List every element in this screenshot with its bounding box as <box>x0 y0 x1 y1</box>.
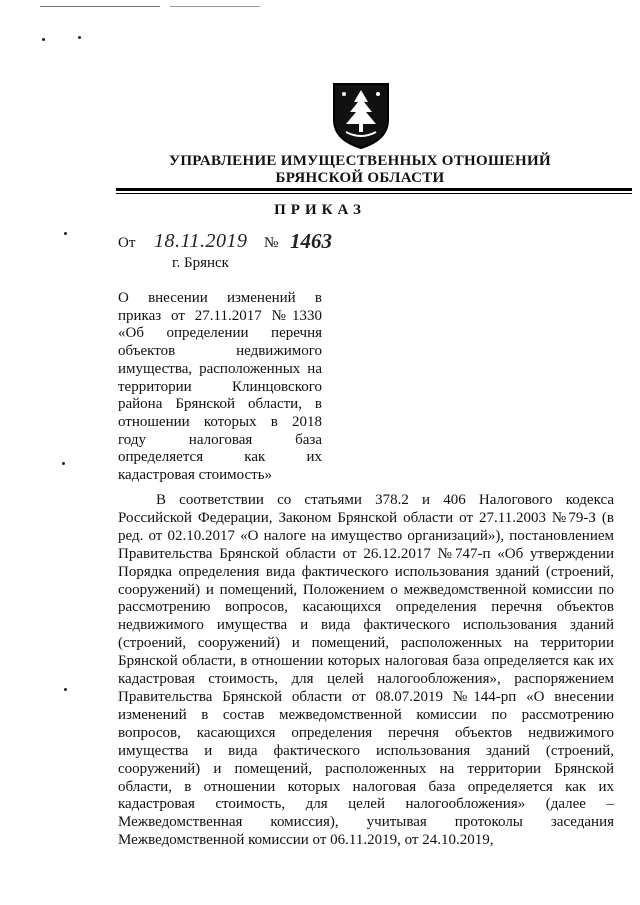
scan-speck <box>62 462 65 465</box>
from-label: От <box>118 235 136 251</box>
coat-of-arms-emblem <box>330 80 392 150</box>
number-label: № <box>264 235 279 251</box>
scan-speck <box>64 232 67 235</box>
date-number-row <box>118 229 418 258</box>
header-divider-thin <box>116 193 632 194</box>
city-label: г. Брянск <box>172 255 229 271</box>
org-name-line1: УПРАВЛЕНИЕ ИМУЩЕСТВЕННЫХ ОТНОШЕНИЙ <box>169 153 551 169</box>
handwritten-date: 18.11.2019 <box>154 230 248 252</box>
header-divider-thick <box>116 188 632 191</box>
scan-speck <box>42 38 45 41</box>
handwritten-number: 1463 <box>290 229 332 253</box>
order-subject: О внесении изменений в приказ от 27.11.2017 №1330 «Об определении перечня объектов недвижимого имущества, расположенных на территории Клинцовского района Брянской области, в отношении которых в 2018 году налоговая база определяется как их кадастровая стоимость» <box>118 290 322 484</box>
document-type-title: ПРИКАЗ <box>274 202 366 218</box>
order-body-paragraph: В соответствии со статьями 378.2 и 406 Налогового кодекса Российской Федерации, Законом Брянской области от 27.11.2003 №79-З (в ред. от 02.10.2017 «О налоге на имущество организаций»), постановлением Правительства Брянской области от 26.12.2017 №747-п «Об утверждении Порядка определения вида фактического использования зданий (строений, сооружений) и помещений, Положением о межведомственной комиссии по рассмотрению вопросов, касающихся определения перечня объектов недвижимого имущества и вида фактического использования зданий (строений, сооружений) и помещений, расположенных на территории Брянской области, в отношении которых налоговая база определяется как их кадастровая стоимость, для целей налогообложения», распоряжением Правительства Брянской области от 08.07.2019 №144-рп «О внесении изменений в состав межведомственной комиссии по рассмотрению вопросов, касающихся определения перечня объектов недвижимого имущества и вида фактического использования зданий (строений, сооружений) и помещений, расположенных на территории Брянской области, в отношении которых налоговая база определяется как их кадастровая стоимость, для целей налогообложения» (далее – Межведомственная комиссия), учитывая протоколы заседания Межведомственной комиссии от 06.11.2019, от 24.10.2019, <box>118 492 614 849</box>
org-name-line2: БРЯНСКОЙ ОБЛАСТИ <box>275 170 445 186</box>
scan-speck <box>64 688 67 691</box>
scan-artifact-top <box>40 6 280 8</box>
scan-speck <box>78 36 81 39</box>
